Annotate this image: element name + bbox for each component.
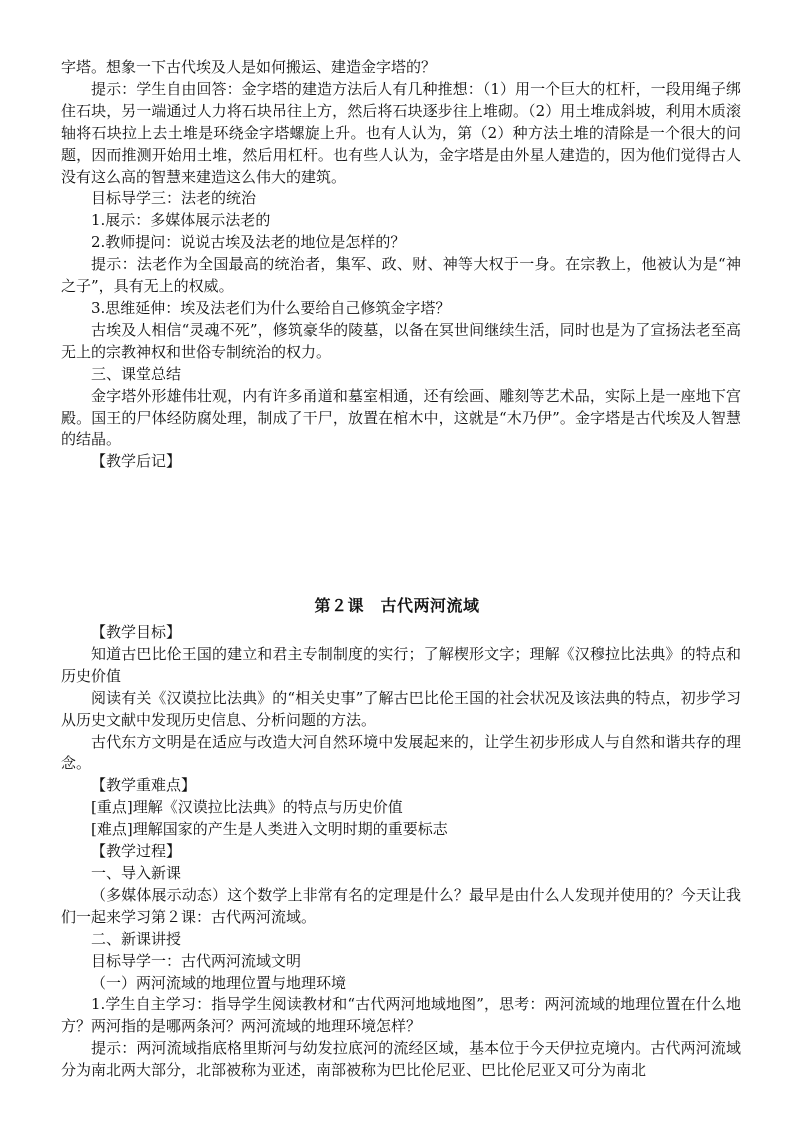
paragraph: 字塔。想象一下古代埃及人是如何搬运、建造金字塔的？ (61, 58, 437, 76)
paragraph: （多媒体展示动态）这个数学上非常有名的定理是什么？最早是由什么人发现并使用的？今天让我们一起来学习第２课：古代两河流域。 (61, 885, 741, 926)
section-heading: （一）两河流域的地理位置与地理环境 (91, 973, 347, 992)
section-heading: 三、课堂总结 (91, 364, 182, 383)
lesson-title: 第２课 古代两河流域 (314, 596, 480, 615)
section-heading: 【教学过程】 (91, 842, 182, 861)
paragraph: 1.学生自主学习：指导学生阅读教材和“古代两河地域地图”，思考：两河流域的地理位置在什么地方？两河指的是哪两条河？两河流域的地理环境怎样？ (61, 995, 741, 1036)
paragraph: 提示：学生自由回答：金字塔的建造方法后人有几种推想：（1）用一个巨大的杠杆，一段用绳子绑住石块，另一端通过人力将石块吊往上方，然后将石块逐步往上堆砌。（2）用土堆成斜坡，利用木质滚轴将石块拉上去土堆是环绕金字塔螺旋上升。也有人认为，第（2）种方法土堆的清除是一个很大的问题，因而推测开始用土堆，然后用杠杆。也有些人认为，金字塔是由外星人建造的，因为他们觉得古人没有这么高的智慧来建造这么伟大的建筑。 (61, 79, 741, 186)
section-heading: 一、导入新课 (91, 863, 182, 882)
paragraph: 1.展示：多媒体展示法老的 (91, 211, 271, 230)
paragraph: 金字塔外形雄伟壮观，内有许多甬道和墓室相通，还有绘画、雕刻等艺术品，实际上是一座地下宫殿。国王的尸体经防腐处理，制成了干尸，放置在棺木中，这就是“木乃伊”。金字塔是古代埃及人智慧的结晶。 (61, 386, 741, 449)
paragraph: 提示：法老作为全国最高的统治者，集军、政、财、神等大权于一身。在宗教上，他被认为是“神之子”，具有无上的权威。 (61, 255, 741, 296)
section-heading: 二、新课讲授 (91, 929, 182, 948)
lesson1-continuation (61, 57, 741, 473)
paragraph: 古埃及人相信“灵魂不死”，修筑豪华的陵墓，以备在冥世间继续生活，同时也是为了宣扬法老至高无上的宗教神权和世俗专制统治的权力。 (61, 320, 741, 361)
lesson2-body (61, 622, 741, 1082)
paragraph: 知道古巴比伦王国的建立和君主专制制度的实行；了解楔形文字；理解《汉穆拉比法典》的特点和历史价值 (61, 644, 741, 685)
paragraph: [难点]理解国家的产生是人类进入文明时期的重要标志 (91, 820, 448, 839)
paragraph: 古代东方文明是在适应与改造大河自然环境中发展起来的，让学生初步形成人与自然和谐共存的理念。 (61, 732, 741, 773)
section-heading: 目标导学一：古代两河流域文明 (91, 951, 302, 970)
paragraph: 3.思维延伸：埃及法老们为什么要给自己修筑金字塔？ (91, 298, 451, 317)
section-heading: 【教学目标】 (91, 623, 182, 641)
paragraph: 2.教师提问：说说古埃及法老的地位是怎样的？ (91, 233, 406, 252)
paragraph: 阅读有关《汉谟拉比法典》的“相关史事”了解古巴比伦王国的社会状况及该法典的特点，初步学习从历史文献中发现历史信息、分析问题的方法。 (61, 688, 741, 729)
section-heading: 【教学重难点】 (91, 776, 197, 795)
paragraph: 提示：两河流域指底格里斯河与幼发拉底河的流经区域，基本位于今天伊拉克境内。古代两河流域分为南北两大部分，北部被称为亚述，南部被称为巴比伦尼亚、巴比伦尼亚又可分为南北 (61, 1039, 741, 1080)
section-heading: 目标导学三：法老的统治 (91, 189, 257, 208)
section-heading: 【教学后记】 (91, 452, 182, 471)
paragraph: [重点]理解《汉谟拉比法典》的特点与历史价值 (91, 798, 403, 817)
